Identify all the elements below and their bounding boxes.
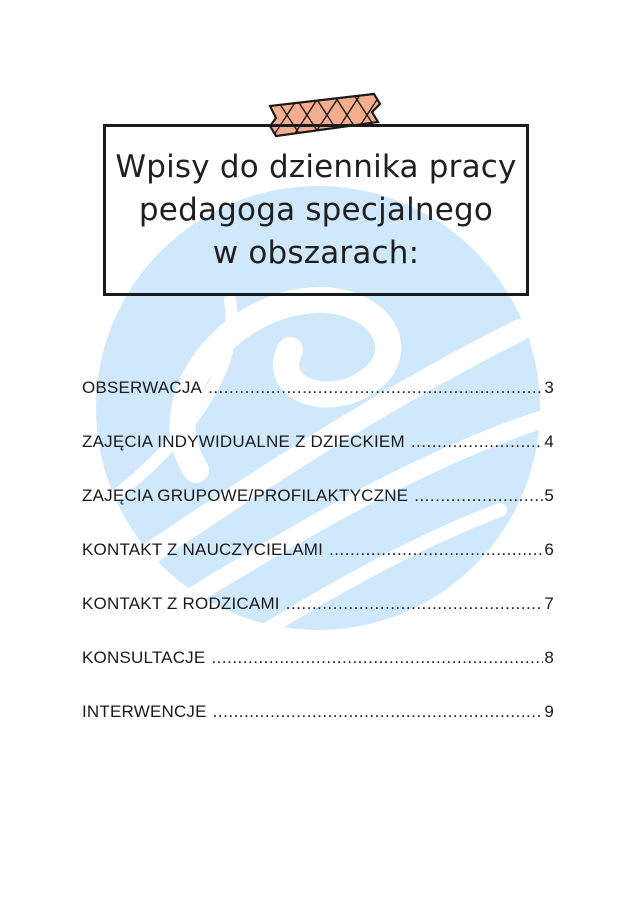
toc-item-label: KONSULTACJE xyxy=(82,648,206,667)
toc-item-interwencje[interactable] xyxy=(82,702,554,756)
toc-item-page: 8 xyxy=(544,648,554,667)
table-of-contents xyxy=(82,378,554,756)
toc-item-kontakt-rodzice[interactable] xyxy=(82,594,554,648)
page-title-line-3: w obszarach: xyxy=(212,234,420,271)
toc-leader-dots xyxy=(208,378,543,398)
toc-leader-dots xyxy=(414,486,543,506)
toc-item-zajecia-indywidualne[interactable] xyxy=(82,432,554,486)
toc-item-label: KONTAKT Z NAUCZYCIELAMI xyxy=(82,540,324,559)
toc-leader-dots xyxy=(213,702,544,722)
toc-leader-dots xyxy=(329,540,543,560)
toc-item-konsultacje[interactable] xyxy=(82,648,554,702)
toc-item-page: 9 xyxy=(544,702,554,721)
page-title-line-1: Wpisy do dziennika pracy xyxy=(115,148,517,185)
toc-item-label: ZAJĘCIA GRUPOWE/PROFILAKTYCZNE xyxy=(82,486,409,505)
toc-item-page: 3 xyxy=(544,378,554,397)
toc-item-kontakt-nauczyciele[interactable] xyxy=(82,540,554,594)
toc-leader-dots xyxy=(411,432,544,452)
toc-item-label: ZAJĘCIA INDYWIDUALNE Z DZIECKIEM xyxy=(82,432,405,451)
toc-item-label: OBSERWACJA xyxy=(82,378,203,397)
toc-item-page: 7 xyxy=(544,594,554,613)
toc-item-page: 5 xyxy=(544,486,554,505)
toc-item-label: KONTAKT Z RODZICAMI xyxy=(82,594,280,613)
toc-item-zajecia-grupowe[interactable] xyxy=(82,486,554,540)
title-box xyxy=(103,124,529,296)
toc-item-obserwacja[interactable] xyxy=(82,378,554,432)
toc-item-label: INTERWENCJE xyxy=(82,702,207,721)
page-title-line-2: pedagoga specjalnego xyxy=(138,191,494,228)
toc-leader-dots xyxy=(211,648,543,668)
toc-leader-dots xyxy=(286,594,544,614)
toc-item-page: 6 xyxy=(544,540,554,559)
toc-item-page: 4 xyxy=(544,432,554,451)
